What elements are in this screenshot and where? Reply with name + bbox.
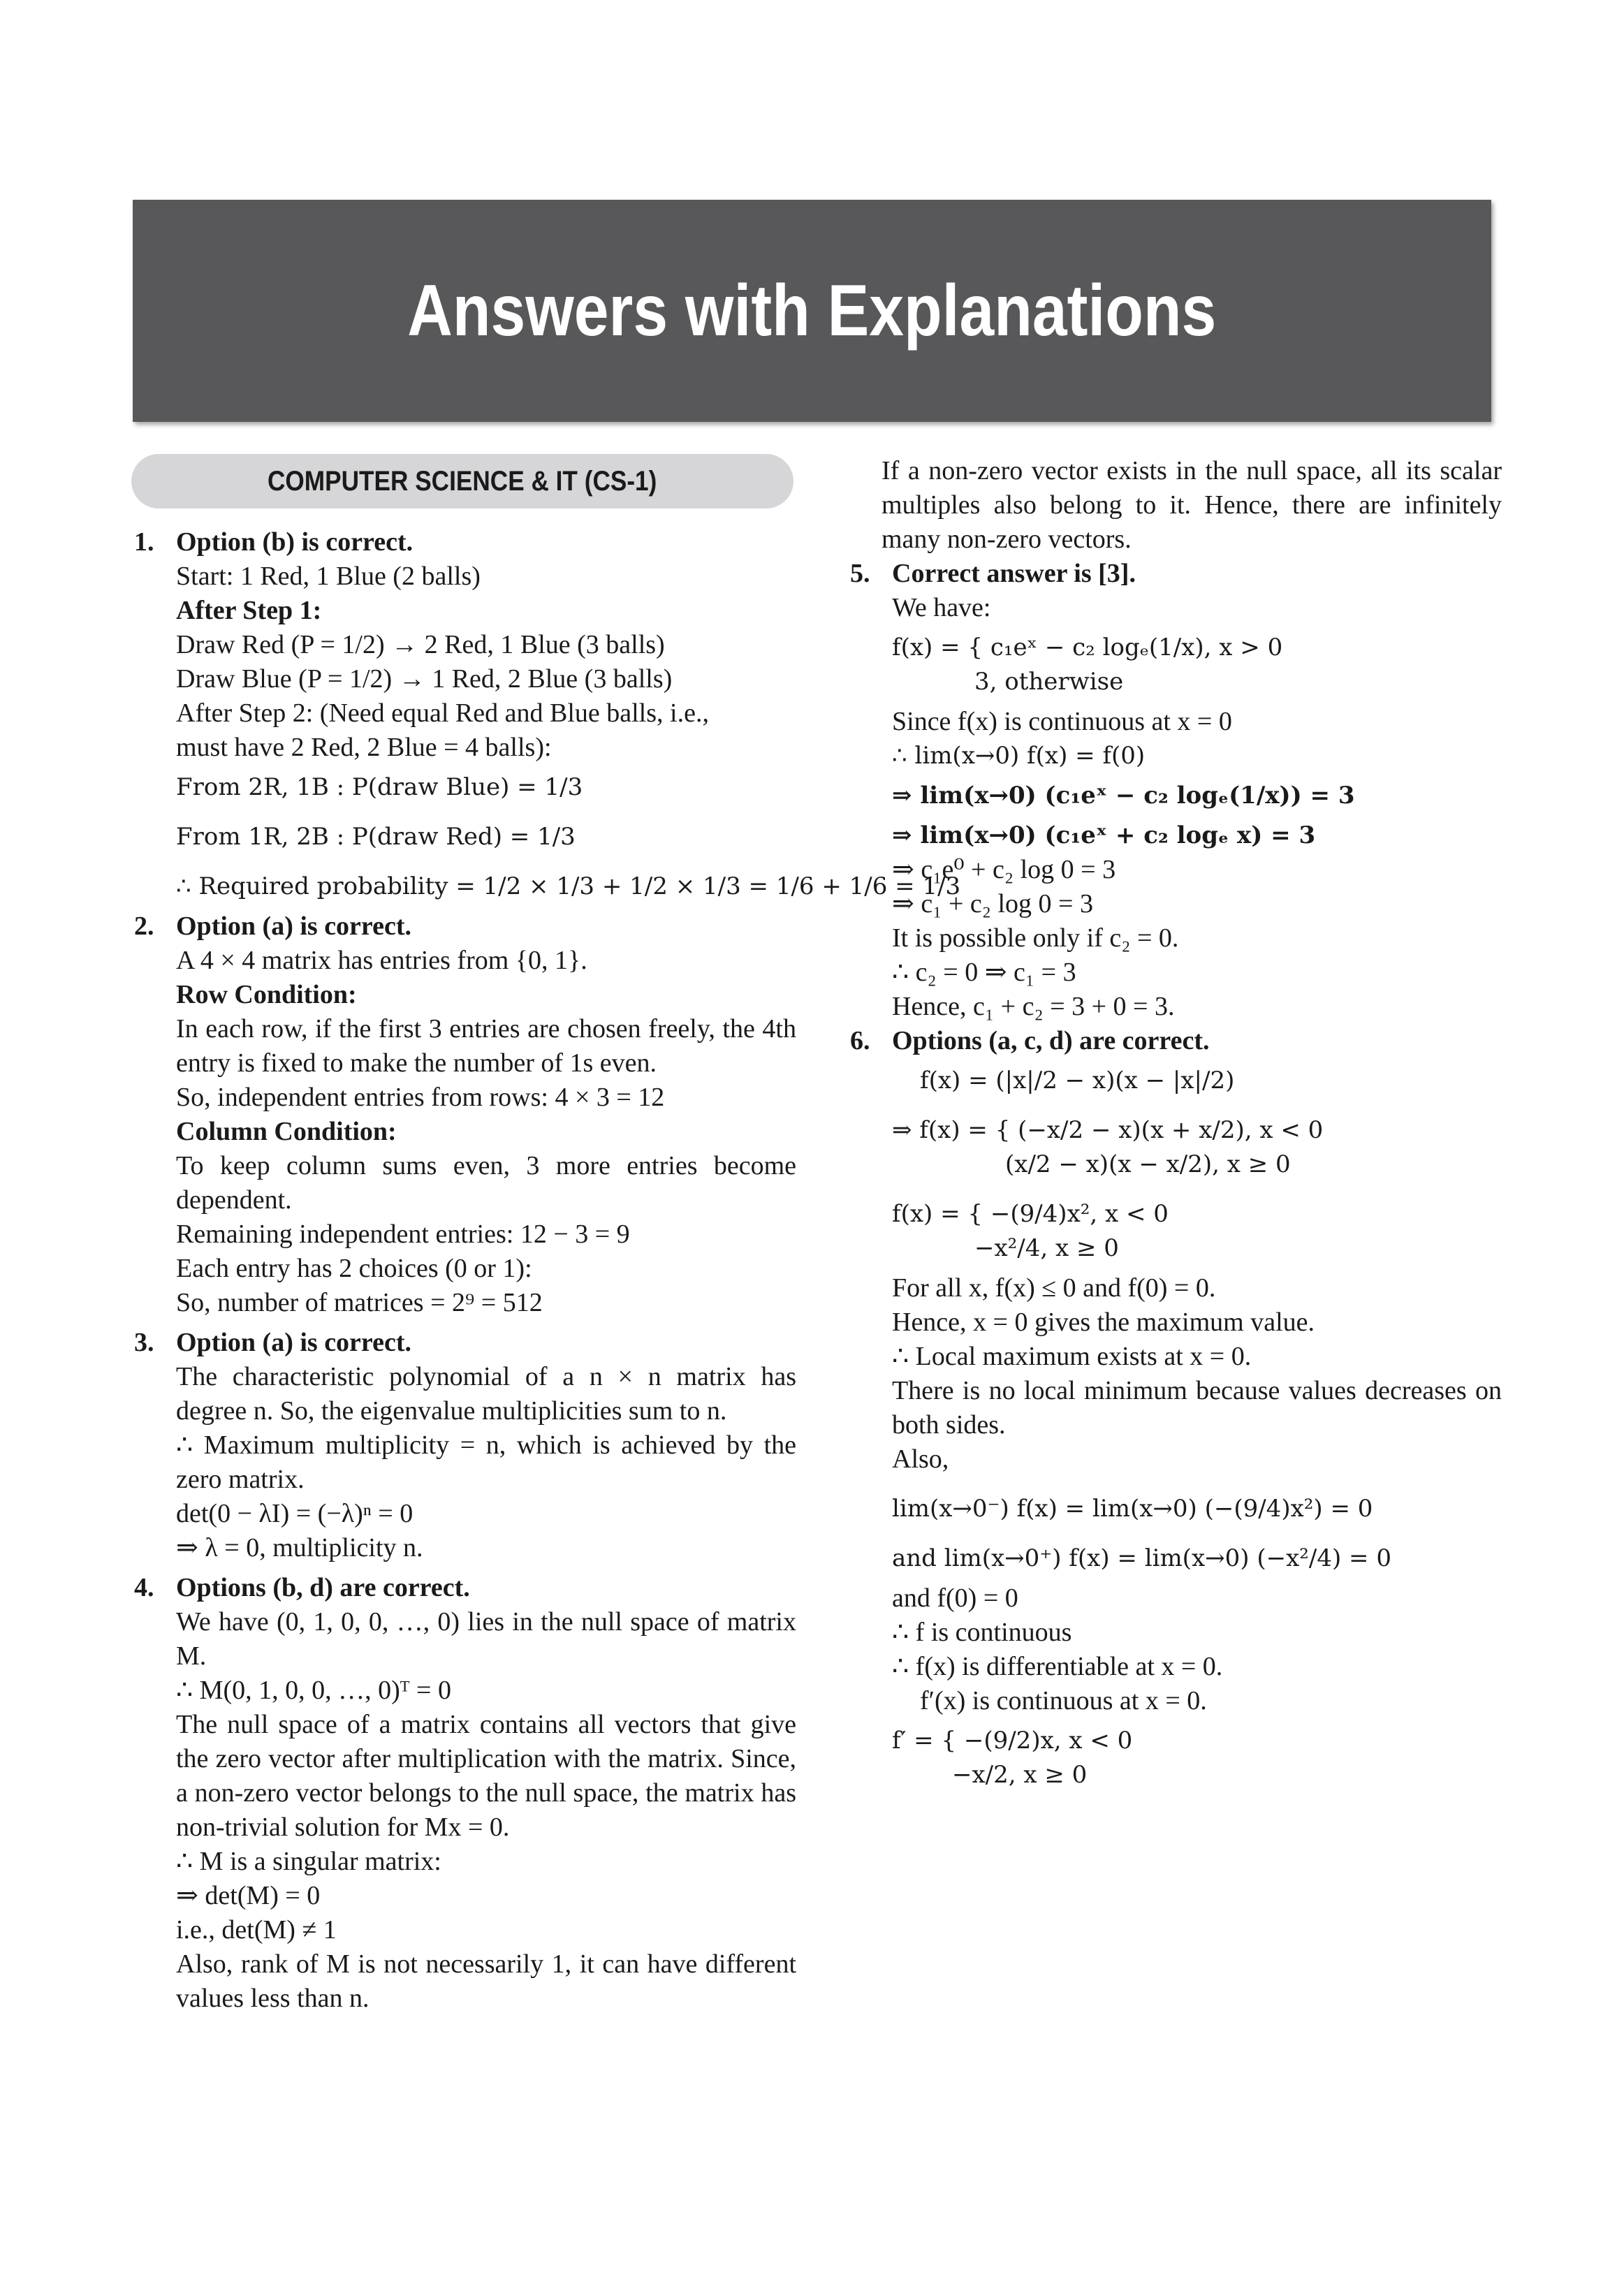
answer-line: Start: 1 Red, 1 Blue (2 balls): [176, 562, 481, 591]
answer-number: 1.: [134, 527, 154, 557]
answer-line: must have 2 Red, 2 Blue = 4 balls):: [176, 733, 552, 762]
answer-line: ∴ f(x) is differentiable at x = 0.: [892, 1652, 1223, 1681]
answer-paragraph: The characteristic polynomial of a n × n matrix has degree n. So, the eigenvalue multiplicities sum to n.: [176, 1362, 796, 1426]
answer-line: Hence, c₁ + c₂ = 3 + 0 = 3.: [892, 992, 1175, 1021]
equation: ∴ Required probability = 1/2 × 1/3 + 1/2 × 1/3 = 1/6 + 1/6 = 1/3: [176, 872, 961, 900]
equation: f(x) = { c₁eˣ − c₂ logₑ(1/x), x > 0: [892, 634, 1283, 661]
answer-subheading: Column Condition:: [176, 1117, 397, 1146]
equation: ∴ lim(x→0) f(x) = f(0): [892, 742, 1146, 770]
equation: f(x) = { −(9/4)x², x < 0: [892, 1200, 1169, 1228]
answer-number: 3.: [134, 1328, 154, 1357]
answer-line: ∴ f is continuous: [892, 1618, 1072, 1647]
answer-line: i.e., det(M) ≠ 1: [176, 1915, 337, 1945]
answer-6: [842, 1024, 1502, 1792]
answer-line: ∴ M is a singular matrix:: [176, 1847, 441, 1876]
answer-line: det(0 − λI) = (−λ)ⁿ = 0: [176, 1499, 414, 1528]
section-header: [131, 454, 793, 508]
answer-paragraph: In each row, if the first 3 entries are chosen freely, the 4th entry is fixed to make the number of 1s even.: [176, 1014, 796, 1078]
answer-line: So, number of matrices = 2⁹ = 512: [176, 1288, 543, 1317]
answer-line: ⇒ λ = 0, multiplicity n.: [176, 1533, 423, 1562]
answer-line: Hence, x = 0 gives the maximum value.: [892, 1308, 1315, 1337]
answer-heading: Option (a) is correct.: [176, 912, 411, 941]
answer-2: [126, 909, 796, 1320]
answer-line: So, independent entries from rows: 4 × 3 = 12: [176, 1083, 665, 1112]
answer-paragraph: The null space of a matrix contains all vectors that give the zero vector after multiplication with the matrix. Since, a non-zero vector belongs to the null space, the matrix has non-trivial solution for Mx = 0.: [176, 1710, 796, 1842]
answer-line: We have:: [892, 593, 991, 622]
answer-heading: Options (b, d) are correct.: [176, 1573, 470, 1602]
answer-4: [126, 1571, 796, 2016]
answer-line: f′(x) is continuous at x = 0.: [920, 1686, 1207, 1715]
equation: ⇒ lim(x→0) (c₁eˣ + c₂ logₑ x) = 3: [892, 821, 1316, 849]
answer-line: Remaining independent entries: 12 − 3 = 9: [176, 1220, 630, 1249]
right-column: [842, 454, 1502, 1792]
answer-heading: Correct answer is [3].: [892, 559, 1136, 588]
equation: and lim(x→0⁺) f(x) = lim(x→0) (−x²/4) = 0: [892, 1544, 1391, 1572]
answer-line: ∴ c₂ = 0 ⇒ c₁ = 3: [892, 958, 1076, 987]
equation: From 2R, 1B : P(draw Blue) = 1/3: [176, 773, 583, 801]
answer-4-continued: [842, 454, 1502, 557]
equation: From 1R, 2B : P(draw Red) = 1/3: [176, 823, 576, 851]
answer-line: Draw Red (P = 1/2) → 2 Red, 1 Blue (3 balls): [176, 630, 665, 659]
answer-paragraph: Also, rank of M is not necessarily 1, it can have different values less than n.: [176, 1949, 796, 2013]
equation: 3, otherwise: [974, 668, 1124, 696]
answer-paragraph: If a non-zero vector exists in the null space, all its scalar multiples also belong to it. Hence, there are infinitely many non-zero vectors.: [882, 456, 1502, 554]
answer-line: Each entry has 2 choices (0 or 1):: [176, 1254, 532, 1283]
answer-line: and f(0) = 0: [892, 1583, 1018, 1613]
answer-number: 4.: [134, 1573, 154, 1602]
equation: ⇒ f(x) = { (−x/2 − x)(x + x/2), x < 0: [892, 1116, 1324, 1144]
answer-5: [842, 557, 1502, 1024]
answer-subheading: After Step 1:: [176, 596, 322, 625]
answer-subheading: Row Condition:: [176, 980, 357, 1009]
answer-line: For all x, f(x) ≤ 0 and f(0) = 0.: [892, 1273, 1216, 1303]
answer-line: A 4 × 4 matrix has entries from {0, 1}.: [176, 946, 587, 975]
equation: (x/2 − x)(x − x/2), x ≥ 0: [1005, 1150, 1291, 1178]
chapter-banner: [133, 200, 1491, 422]
equation: f(x) = (|x|/2 − x)(x − |x|/2): [920, 1067, 1235, 1095]
answer-line: ∴ M(0, 1, 0, 0, …, 0)ᵀ = 0: [176, 1676, 451, 1705]
answer-number: 2.: [134, 912, 154, 941]
answer-paragraph: To keep column sums even, 3 more entries become dependent.: [176, 1151, 796, 1215]
answer-line: Since f(x) is continuous at x = 0: [892, 707, 1232, 736]
equation: ⇒ lim(x→0) (c₁eˣ − c₂ logₑ(1/x)) = 3: [892, 782, 1355, 810]
answer-3: [126, 1326, 796, 1565]
answer-paragraph: We have (0, 1, 0, 0, …, 0) lies in the null space of matrix M.: [176, 1607, 796, 1671]
equation: f′ = { −(9/2)x, x < 0: [892, 1727, 1133, 1755]
equation: lim(x→0⁻) f(x) = lim(x→0) (−(9/4)x²) = 0: [892, 1495, 1373, 1523]
answer-line: It is possible only if c₂ = 0.: [892, 923, 1179, 953]
section-title: COMPUTER SCIENCE & IT (CS-1): [268, 465, 657, 497]
chapter-title: Answers with Explanations: [407, 270, 1217, 351]
equation: −x/2, x ≥ 0: [952, 1761, 1088, 1789]
answer-line: ⇒ c₁ + c₂ log 0 = 3: [892, 889, 1093, 918]
answer-line: ⇒ c₁e⁰ + c₂ log 0 = 3: [892, 855, 1116, 884]
answer-paragraph: There is no local minimum because values decreases on both sides.: [892, 1376, 1502, 1440]
answer-line: Draw Blue (P = 1/2) → 1 Red, 2 Blue (3 balls): [176, 664, 673, 694]
answer-paragraph: ∴ Maximum multiplicity = n, which is achieved by the zero matrix.: [176, 1430, 796, 1494]
answer-line: Also,: [892, 1444, 949, 1474]
answer-number: 5.: [850, 559, 870, 588]
answer-line: ∴ Local maximum exists at x = 0.: [892, 1342, 1252, 1371]
answer-heading: Options (a, c, d) are correct.: [892, 1026, 1210, 1055]
equation: −x²/4, x ≥ 0: [974, 1234, 1119, 1262]
answer-number: 6.: [850, 1026, 870, 1055]
answer-line: After Step 2: (Need equal Red and Blue balls, i.e.,: [176, 698, 709, 728]
answer-heading: Option (b) is correct.: [176, 527, 414, 557]
answer-line: ⇒ det(M) = 0: [176, 1881, 321, 1910]
answer-heading: Option (a) is correct.: [176, 1328, 411, 1357]
